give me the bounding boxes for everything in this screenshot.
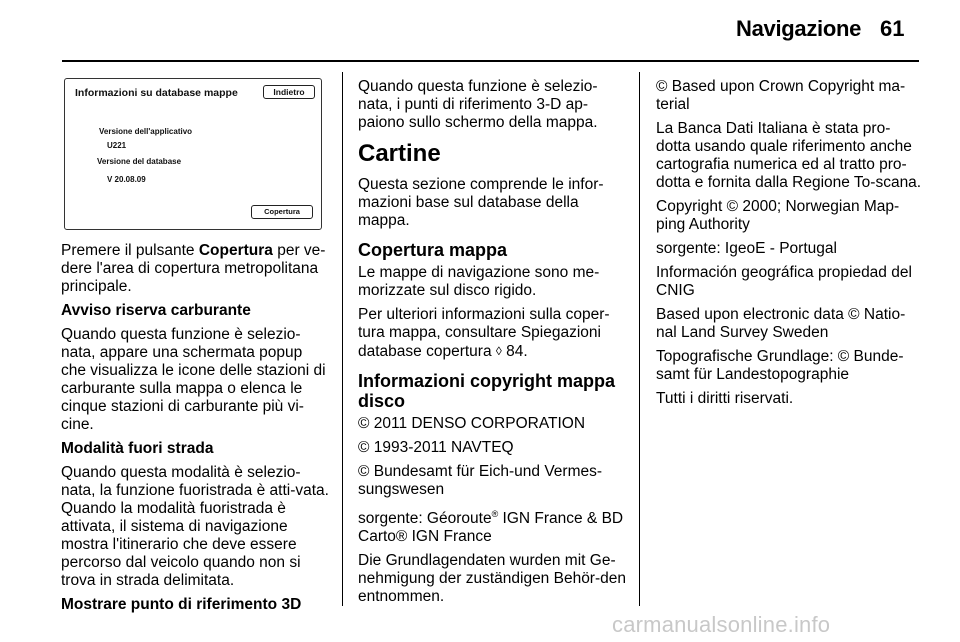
fuel-warning-heading: Avviso riserva carburante <box>61 302 251 319</box>
column-divider <box>342 72 343 606</box>
offroad-text: Quando questa modalità è selezio-nata, la funzione fuoristrada è atti-vata. Quando la modalità fuoristrada è attivata, il sistema di navigazione mostra l'itinerario che deve essere percorso dal veicolo quando non si trova in strada delimitata. <box>61 464 329 589</box>
column-divider <box>639 72 640 606</box>
copyright-sweden: Based upon electronic data © Natio-nal Land Survey Sweden <box>656 306 906 341</box>
copyright-portugal: sorgente: IgeoE - Portugal <box>656 240 837 257</box>
copyright-cnig: Información geográfica propiedad del CNIG <box>656 264 912 299</box>
watermark: carmanualsonline.info <box>612 612 831 637</box>
offroad-heading: Modalità fuori strada <box>61 440 214 457</box>
copyright-norway: Copyright © 2000; Norwegian Map-ping Authority <box>656 198 900 233</box>
rights-reserved: Tutti i diritti riservati. <box>656 390 794 407</box>
copyright-bundesamt: © Bundesamt für Eich-und Vermes-sungswesen <box>358 463 603 498</box>
landmark-3d-text: Quando questa funzione è selezio-nata, i punti di riferimento 3-D ap-paiono sullo schermo della mappa. <box>358 78 598 131</box>
copyright-navteq: © 1993-2011 NAVTEQ <box>358 439 514 456</box>
landmark-3d-heading: Mostrare punto di riferimento 3D <box>61 596 302 613</box>
copyright-crown: © Based upon Crown Copyright ma-terial <box>656 78 906 113</box>
coverage-heading: Copertura mappa <box>358 240 508 260</box>
maps-text: Questa sezione comprende le infor-mazioni base sul database della mappa. <box>358 176 604 229</box>
header-rule <box>62 60 919 62</box>
copyright-ign: sorgente: Géoroute® IGN France & BD Carto® IGN France <box>358 509 624 546</box>
coverage-text-2: Per ulteriori informazioni sulla coper-tura mappa, consultare Spiegazioni database copertura ◊ 84. <box>358 306 610 360</box>
app-version-label: Versione dell'applicativo <box>99 127 193 136</box>
back-button: Indietro <box>263 85 315 99</box>
fuel-warning-text: Quando questa funzione è selezio-nata, appare una schermata popup che visualizza le icone delle stazioni di carburante sulla mappa o elenca le cinque stazioni di carburante più vi-cine. <box>61 326 326 433</box>
column-1 <box>61 242 329 620</box>
page-number: 61 <box>880 16 905 41</box>
copyright-grundlagendaten: Die Grundlagendaten wurden mit Ge-nehmigung der zuständigen Behör-den entnommen. <box>358 552 626 606</box>
db-version-value: V 20.08.09 <box>107 175 146 184</box>
coverage-instruction: Premere il pulsante Copertura per ve-dere l'area di copertura metropolitana principale. <box>61 242 326 295</box>
coverage-text-1: Le mappe di navigazione sono me-morizzate sul disco rigido. <box>358 264 600 299</box>
column-3 <box>656 78 924 414</box>
column-2 <box>358 78 628 612</box>
copyright-heading: Informazioni copyright mappa disco <box>358 371 616 411</box>
db-version-label: Versione del database <box>97 157 182 166</box>
copyright-switzerland: Topografische Grundlage: © Bunde-samt für Landestopographie <box>656 348 904 383</box>
map-database-screen-image <box>64 78 322 230</box>
header-title: Navigazione <box>736 16 862 41</box>
maps-heading: Cartine <box>358 140 441 167</box>
coverage-button: Copertura <box>251 205 313 219</box>
copyright-italy: La Banca Dati Italiana è stata pro-dotta usando quale riferimento anche cartografia numerica ed al tratto pro-dotta e fornita dalla Regione To-scana. <box>656 120 922 191</box>
cross-reference-arrow-icon: ◊ <box>495 344 502 358</box>
app-version-value: U221 <box>107 141 127 150</box>
screen-title: Informazioni su database mappe <box>75 87 238 99</box>
coverage-term: Copertura <box>198 242 273 259</box>
copyright-denso: © 2011 DENSO CORPORATION <box>358 415 586 432</box>
